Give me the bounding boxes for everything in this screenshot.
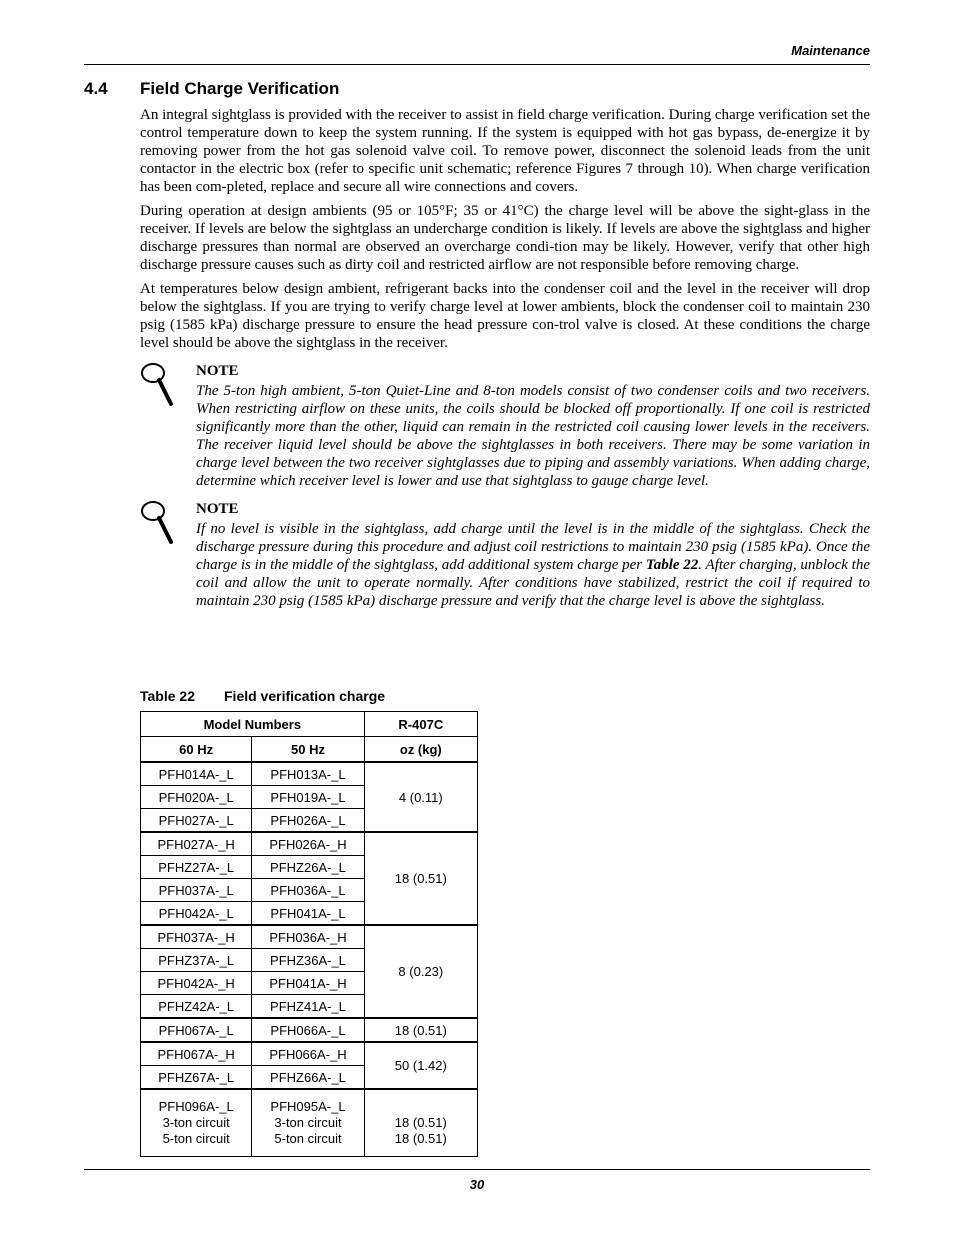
cell-charge: 18 (0.51) [364,1018,477,1042]
header-rule [84,64,870,65]
cell-model-50hz: PFH041A-_L [252,902,364,926]
cell-model-60hz: PFH027A-_L [141,809,252,833]
cell-model-50hz: PFH013A-_L [252,762,364,786]
paragraph: An integral sightglass is provided with the receiver to assist in field charge verification. During charge verification set the control temperature down to keep the system running. If the system is equipped with hot gas bypass, de-energize it by removing power from the hot gas solenoid valve coil. To remove power, disconnect the solenoid leads from the unit contactor in the electric box (refer to specific unit schematic; reference Figures 7 through 10). When charge verification has been com-pleted, replace and secure all wire connections and covers. [140,107,870,195]
section-title-text: Field Charge Verification [140,79,340,98]
cell-model-50hz: PFH026A-_L [252,809,364,833]
header-model-numbers: Model Numbers [141,712,365,737]
cell-model-50hz: PFH036A-_H [252,925,364,949]
table-caption [140,688,385,704]
table-row [141,1089,478,1157]
paragraph: During operation at design ambients (95 or 105°F; 35 or 41°C) the charge level will be above the sight-glass in the receiver. If levels are below the sightglass an undercharge condition is likely. If levels are above the sightglass and higher discharge pressures than normal are observed an overcharge condi-tion may be likely. However, verify that other high discharge pressure causes such as dirty coil and restricted airflow are not responsible before removing charge. [140,203,870,273]
cell-charge-line: 18 (0.51) [394,1115,447,1130]
header-50hz: 50 Hz [252,737,364,763]
cell-model-50hz-line: 3-ton circuit [274,1115,342,1130]
cell-model-60hz: PFHZ27A-_L [141,856,252,879]
note-text-before: If no level is visible in the sightglass, add charge until the level is in the middle of the sightglass. Check the discharge pressure during this procedure and adjust coil restrictions to maintain 230 psig (1585 kPa). Once the charge is in the middle of the sightglass, add additional system charge per [196,521,870,573]
cell-model-60hz-line: 5-ton circuit [162,1131,230,1146]
section-number: 4.4 [84,79,108,98]
table-row [141,832,478,856]
note-block-2 [140,500,870,610]
cell-charge: 18 (0.51) [364,832,477,925]
cell-model-60hz: PFH037A-_L [141,879,252,902]
table-body [141,762,478,1157]
paragraph: At temperatures below design ambient, refrigerant backs into the condenser coil and the level in the receiver will drop below the sightglass. If you are trying to verify charge level at lower ambients, block the condenser coil to maintain 230 psig (1585 kPa) discharge pressure to ensure the head pressure con-trol valve is closed. At these conditions the charge level should be above the sightglass in the receiver. [140,281,870,351]
cell-model-50hz: PFH066A-_L [252,1018,364,1042]
cell-charge: 4 (0.11) [364,762,477,832]
cell-model-50hz-line: PFH095A-_L [270,1099,346,1114]
table-row [141,925,478,949]
cell-model-50hz: PFH019A-_L [252,786,364,809]
magnifier-icon [140,500,174,546]
field-verification-charge-table [140,711,478,1157]
table-row [141,762,478,786]
table-row [141,1018,478,1042]
header-60hz: 60 Hz [141,737,252,763]
cell-model-60hz: PFHZ37A-_L [141,949,252,972]
cell-model-60hz: PFH014A-_L [141,762,252,786]
cell-charge: 8 (0.23) [364,925,477,1018]
header-unit: oz (kg) [364,737,477,763]
cell-model-60hz: PFH042A-_H [141,972,252,995]
section-title [84,79,339,99]
cell-charge [364,1089,477,1157]
cell-model-60hz: PFH067A-_H [141,1042,252,1066]
cell-model-60hz: PFH067A-_L [141,1018,252,1042]
note-heading: NOTE [196,501,239,517]
cell-model-60hz: PFH037A-_H [141,925,252,949]
table-reference-link[interactable]: Table 22 [645,557,699,573]
table-caption-number: Table 22 [140,688,195,704]
cell-model-50hz: PFHZ66A-_L [252,1066,364,1090]
note-text: The 5-ton high ambient, 5-ton Quiet-Line and 8-ton models consist of two condenser coils and two receivers. When restricting airflow on these units, the coils should be blocked off proportionally. If one coil is restricted significantly more than the other, liquid can remain in the restricted coil causing lower levels in the receivers. The receiver liquid level should be above the sightglasses in both receivers. There may be some variation in charge level between the two receiver sightglasses due to piping and assembly variations. When adding charge, determine which receiver level is lower and use that sightglass to gauge charge level. [196,383,870,489]
note-block-1 [140,362,870,490]
cell-charge-line: 18 (0.51) [394,1131,447,1146]
cell-model-60hz: PFH042A-_L [141,902,252,926]
body-text [140,106,870,610]
cell-model-60hz: PFH020A-_L [141,786,252,809]
cell-model-50hz: PFH026A-_H [252,832,364,856]
cell-model-50hz: PFH036A-_L [252,879,364,902]
cell-charge: 50 (1.42) [364,1042,477,1089]
running-header: Maintenance [791,43,870,58]
footer-rule [84,1169,870,1170]
cell-model-50hz: PFH066A-_H [252,1042,364,1066]
cell-model-50hz-line: 5-ton circuit [274,1131,342,1146]
table-row [141,1042,478,1066]
cell-model-50hz: PFHZ36A-_L [252,949,364,972]
cell-model-60hz-line: 3-ton circuit [162,1115,230,1130]
cell-model-50hz: PFHZ41A-_L [252,995,364,1019]
cell-model-50hz: PFHZ26A-_L [252,856,364,879]
cell-model-60hz [141,1089,252,1157]
cell-model-60hz: PFHZ67A-_L [141,1066,252,1090]
note-text [196,520,870,610]
table-caption-title: Field verification charge [224,688,386,704]
page-number: 30 [469,1177,485,1192]
cell-model-50hz [252,1089,364,1157]
magnifier-icon [140,362,174,408]
header-refrigerant: R-407C [364,712,477,737]
cell-model-60hz: PFH027A-_H [141,832,252,856]
cell-model-60hz-line: PFH096A-_L [158,1099,234,1114]
cell-model-60hz: PFHZ42A-_L [141,995,252,1019]
note-heading: NOTE [196,363,239,379]
cell-model-50hz: PFH041A-_H [252,972,364,995]
note-text-after: . After charging, unblock the coil and allow the unit to operate normally. After conditions have stabilized, restrict the coil if required to maintain 230 psig (1585 kPa) discharge pressure and verify that the charge level is above the sightglass. [196,557,870,609]
